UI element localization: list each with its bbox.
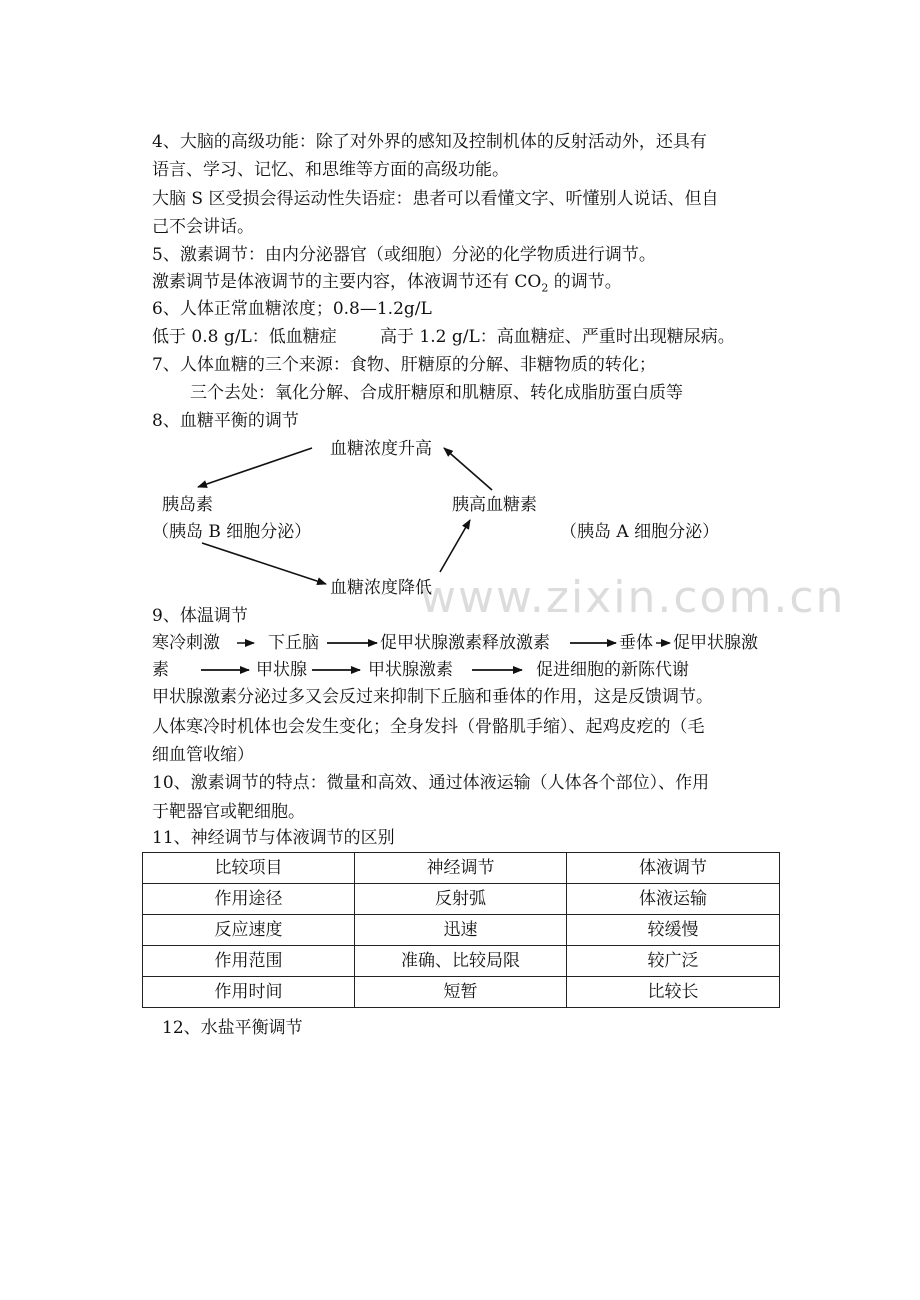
sec4-line1: 4、大脑的高级功能：除了对外界的感知及控制机体的反射活动外，还具有 [152, 132, 707, 152]
glucose-rise-label: 血糖浓度升高 [330, 439, 432, 459]
table-cell: 迅速 [355, 915, 567, 946]
table-header-cell: 神经调节 [355, 853, 567, 884]
sec5-line1: 5、激素调节：由内分泌器官（或细胞）分泌的化学物质进行调节。 [152, 245, 656, 265]
sec9-line5: 细血管收缩） [152, 745, 254, 765]
sec9-title: 9、体温调节 [152, 606, 248, 626]
table-header-cell: 比较项目 [143, 853, 355, 884]
sec12-title: 12、水盐平衡调节 [162, 1018, 303, 1038]
table-cell: 作用范围 [143, 946, 355, 977]
sec11-title: 11、神经调节与体液调节的区别 [152, 828, 395, 848]
table-cell: 较缓慢 [567, 915, 780, 946]
watermark: www.zixin.com.cn [420, 572, 846, 623]
arrow-insulin-to-fall [202, 543, 326, 584]
chain-pituitary: 垂体 [619, 633, 653, 653]
sec10-line2: 于靶器官或靶细胞。 [152, 802, 305, 822]
table-cell: 作用时间 [143, 977, 355, 1008]
table-cell: 体液运输 [567, 884, 780, 915]
chain-tsh-part2: 素 [152, 660, 169, 680]
chain-thyroid: 甲状腺 [256, 660, 307, 680]
sec6-line2a: 低于 0.8 g/L：低血糖症 [152, 327, 337, 347]
table-header-row [143, 853, 780, 884]
sec7-line2: 三个去处：氧化分解、合成肝糖原和肌糖原、转化成脂肪蛋白质等 [190, 383, 683, 403]
sec7-line1: 7、人体血糖的三个来源：食物、肝糖原的分解、非糖物质的转化； [152, 355, 656, 375]
insulin-source-label: （胰岛 B 细胞分泌） [152, 522, 312, 542]
sec10-line1: 10、激素调节的特点：微量和高效、通过体液运输（人体各个部位）、作用 [152, 773, 710, 793]
arrow-fall-to-glucagon [440, 520, 470, 572]
chain-tsh-part1: 促甲状腺激 [673, 633, 758, 653]
sec9-line3: 甲状腺激素分泌过多又会反过来抑制下丘脑和垂体的作用，这是反馈调节。 [152, 687, 713, 707]
glucagon-label: 胰高血糖素 [452, 495, 537, 515]
glucose-fall-label: 血糖浓度降低 [330, 578, 432, 598]
chain-thyroid-hormone: 甲状腺激素 [368, 660, 453, 680]
chain-trh: 促甲状腺激素释放激素 [380, 633, 550, 653]
sec6-line1: 6、人体正常血糖浓度；0.8—1.2g/L [152, 299, 432, 319]
table-header-cell: 体液调节 [567, 853, 780, 884]
sec6-line2b: 高于 1.2 g/L：高血糖症、严重时出现糖尿病。 [380, 327, 735, 347]
sec8-title: 8、血糖平衡的调节 [152, 411, 299, 431]
table-row [143, 946, 780, 977]
table-row [143, 915, 780, 946]
arrow-glucagon-to-rise [444, 448, 492, 490]
table-cell: 反应速度 [143, 915, 355, 946]
sec5-line2: 激素调节是体液调节的主要内容，体液调节还有 $CO_2$ 的调节。 [152, 272, 622, 295]
chain-hypothalamus: 下丘脑 [268, 633, 319, 653]
table-cell: 反射弧 [355, 884, 567, 915]
table-row [143, 884, 780, 915]
insulin-label: 胰岛素 [162, 495, 213, 515]
sec9-line4: 人体寒冷时机体也会发生变化；全身发抖（骨骼肌手缩）、起鸡皮疙的（毛 [152, 717, 705, 737]
table-cell: 作用途径 [143, 884, 355, 915]
table-cell: 准确、比较局限 [355, 946, 567, 977]
sec4-line4: 己不会讲话。 [152, 217, 254, 237]
glucagon-source-label: （胰岛 A 细胞分泌） [560, 522, 720, 542]
table-cell: 较广泛 [567, 946, 780, 977]
table-cell: 短暂 [355, 977, 567, 1008]
table-row [143, 977, 780, 1008]
sec4-line3: 大脑 S 区受损会得运动性失语症：患者可以看懂文字、听懂别人说话、但自 [152, 189, 719, 209]
sec4-line2: 语言、学习、记忆、和思维等方面的高级功能。 [152, 160, 509, 180]
table-cell: 比较长 [567, 977, 780, 1008]
chain-cold-stimulus: 寒冷刺激 [152, 633, 220, 653]
comparison-table [142, 852, 780, 1008]
arrow-rise-to-insulin [198, 448, 312, 487]
chain-metabolism: 促进细胞的新陈代谢 [536, 660, 689, 680]
